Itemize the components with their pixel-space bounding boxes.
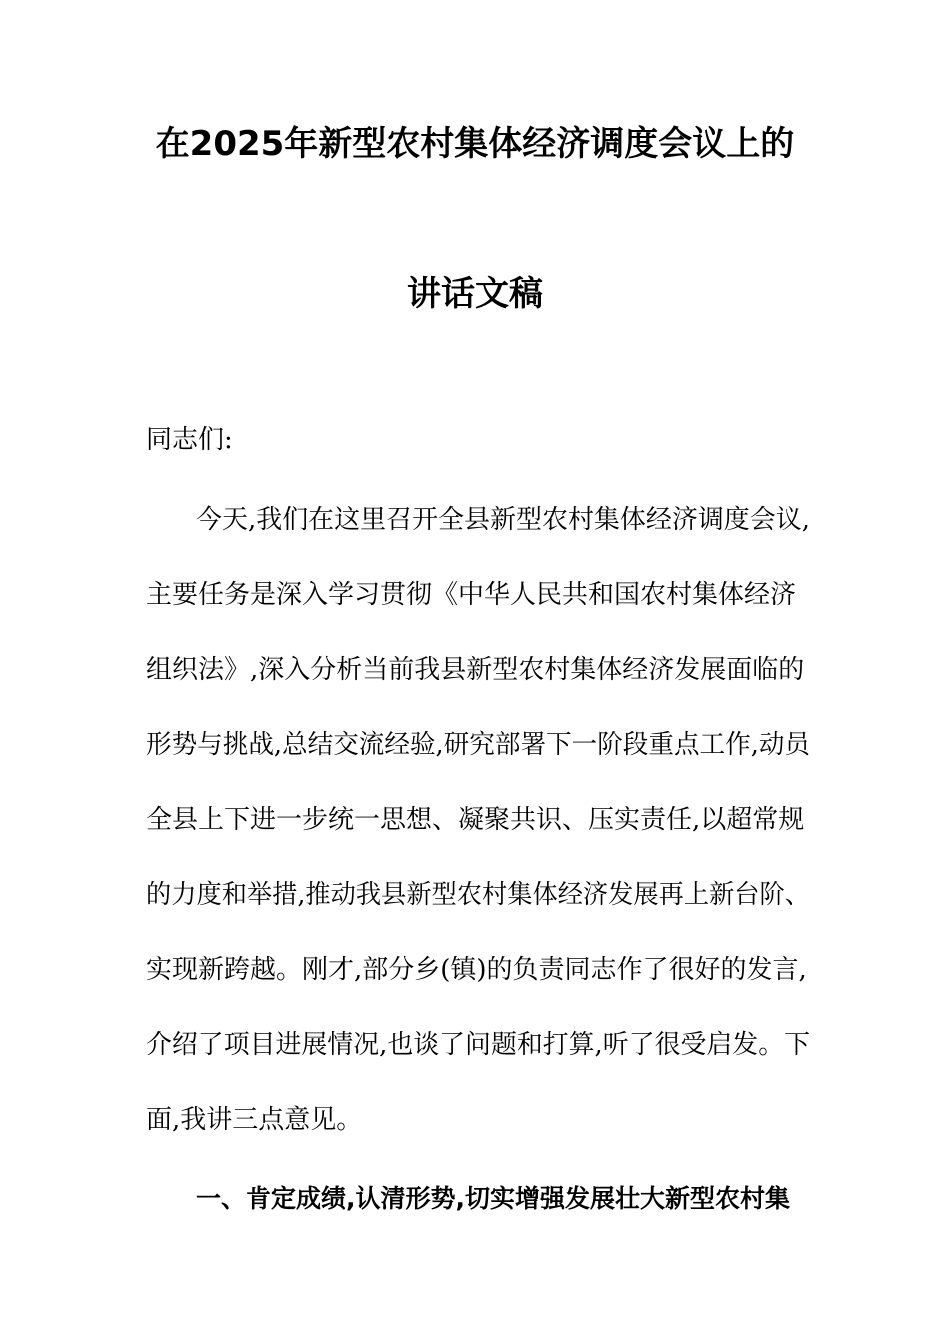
paragraph-line: 面,我讲三点意见。	[146, 1105, 363, 1135]
paragraph-line: 形势与挑战,总结交流经验,研究部署下一阶段重点工作,动员	[146, 730, 810, 760]
salutation: 同志们:	[146, 425, 233, 455]
paragraph-line: 实现新跨越。刚才,部分乡(镇)的负责同志作了很好的发言,	[146, 955, 807, 985]
paragraph-line: 全县上下进一步统一思想、凝聚共识、压实责任,以超常规	[146, 805, 805, 835]
paragraph-line: 的力度和举措,推动我县新型农村集体经济发展再上新台阶、	[146, 880, 810, 910]
paragraph-line: 今天,我们在这里召开全县新型农村集体经济调度会议,	[196, 505, 810, 535]
document-title-line-2: 讲话文稿	[407, 274, 543, 314]
section-heading: 一、肯定成绩,认清形势,切实增强发展壮大新型农村集	[196, 1184, 790, 1213]
paragraph-line: 组织法》,深入分析当前我县新型农村集体经济发展面临的	[146, 655, 805, 685]
paragraph-line: 主要任务是深入学习贯彻《中华人民共和国农村集体经济	[146, 580, 797, 610]
document-title-line-1: 在2025年新型农村集体经济调度会议上的	[155, 124, 795, 164]
paragraph-line: 介绍了项目进展情况,也谈了问题和打算,听了很受启发。下	[146, 1030, 810, 1060]
